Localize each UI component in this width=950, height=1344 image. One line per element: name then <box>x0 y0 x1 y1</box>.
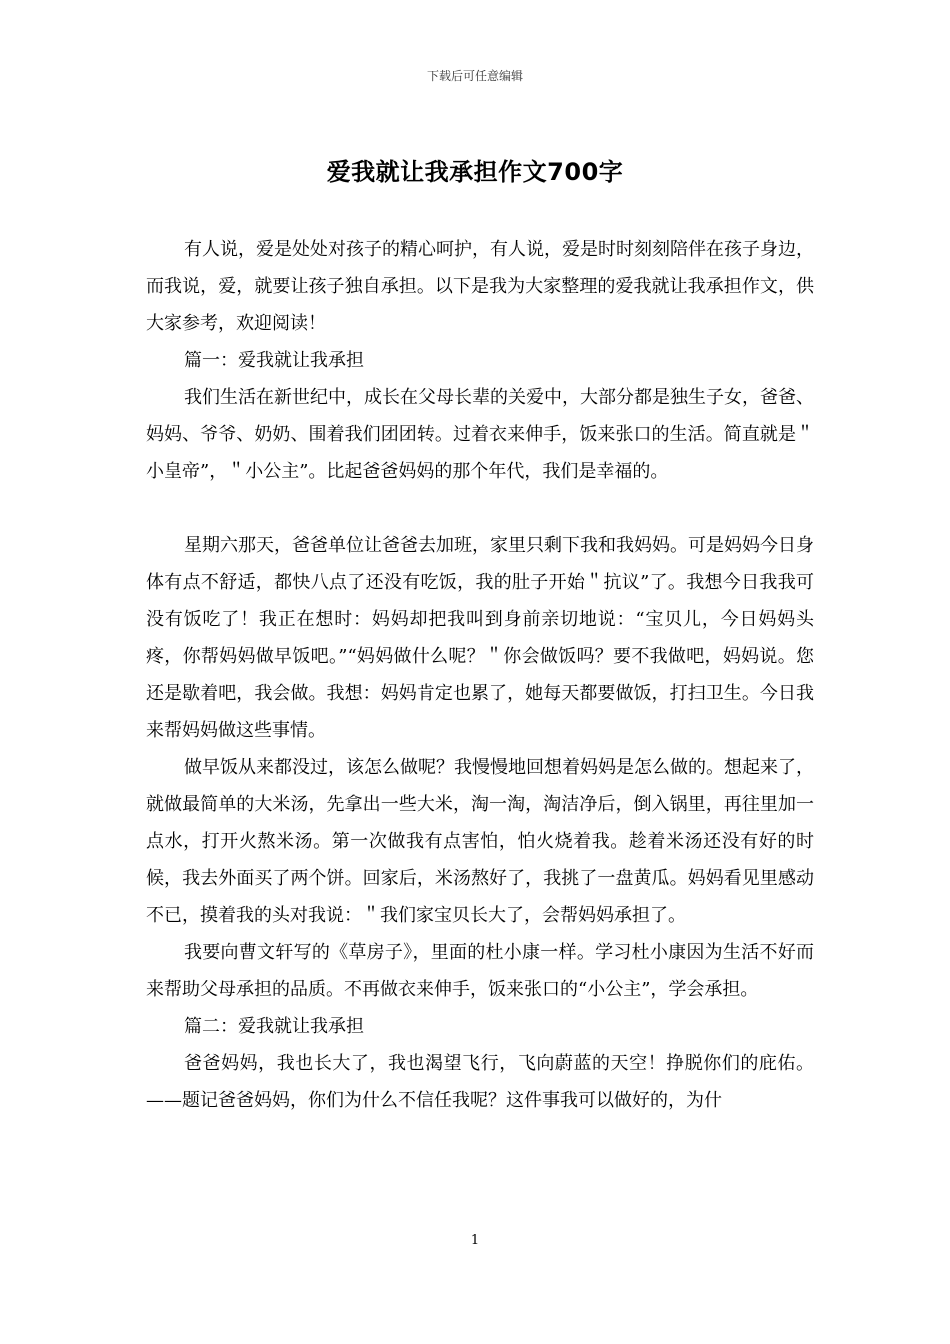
document-body <box>146 231 814 1119</box>
body-paragraph: 做早饭从来都没过，该怎么做呢？我慢慢地回想着妈妈是怎么做的。想起来了，就做最简单的大米汤，先拿出一些大米，淘一淘，淘洁净后，倒入锅里，再往里加一点水，打开火熬米汤。第一次做我有点害怕，怕火烧着我。趁着米汤还没有好的时候，我去外面买了两个饼。回家后，米汤熬好了，我挑了一盘黄瓜。妈妈看见里感动不已，摸着我的头对我说：＂我们家宝贝长大了，会帮妈妈承担了。 <box>146 757 814 926</box>
page-number: 1 <box>470 1233 480 1248</box>
body-paragraph: 爸爸妈妈，我也长大了，我也渴望飞行，飞向蔚蓝的天空！挣脱你们的庇佑。——题记爸爸妈妈，你们为什么不信任我呢？这件事我可以做好的，为什 <box>146 1053 814 1111</box>
header-note: 下载后可任意编辑 <box>426 69 523 83</box>
section-heading-1: 篇一：爱我就让我承担 <box>184 350 364 371</box>
body-paragraph: 我们生活在新世纪中，成长在父母长辈的关爱中，大部分都是独生子女，爸爸、妈妈、爷爷、奶奶、围着我们团团转。过着衣来伸手，饭来张口的生活。简直就是＂小皇帝”，＂小公主”。比起爸爸妈妈的那个年代，我们是幸福的。 <box>146 387 814 482</box>
body-paragraph: 星期六那天，爸爸单位让爸爸去加班，家里只剩下我和我妈妈。可是妈妈今日身体有点不舒适，都快八点了还没有吃饭，我的肚子开始＂抗议”了。我想今日我我可没有饭吃了！我正在想时：妈妈却把我叫到身前亲切地说：“宝贝儿，今日妈妈头疼，你帮妈妈做早饭吧。”“妈妈做什么呢？＂你会做饭吗？要不我做吧，妈妈说。您还是歇着吧，我会做。我想：妈妈肯定也累了，她每天都要做饭，打扫卫生。今日我来帮妈妈做这些事情。 <box>146 535 814 741</box>
intro-paragraph: 有人说，爱是处处对孩子的精心呵护，有人说，爱是时时刻刻陪伴在孩子身边，而我说，爱，就要让孩子独自承担。以下是我为大家整理的爱我就让我承担作文，供大家参考，欢迎阅读！ <box>146 239 814 334</box>
blank-line <box>146 490 814 527</box>
body-paragraph: 我要向曹文轩写的《草房子》，里面的杜小康一样。学习杜小康因为生活不好而来帮助父母承担的品质。不再做衣来伸手，饭来张口的“小公主”，学会承担。 <box>146 942 814 1000</box>
section-heading-2: 篇二：爱我就让我承担 <box>184 1016 364 1037</box>
document-title: 爱我就让我承担作文700字 <box>326 158 624 186</box>
